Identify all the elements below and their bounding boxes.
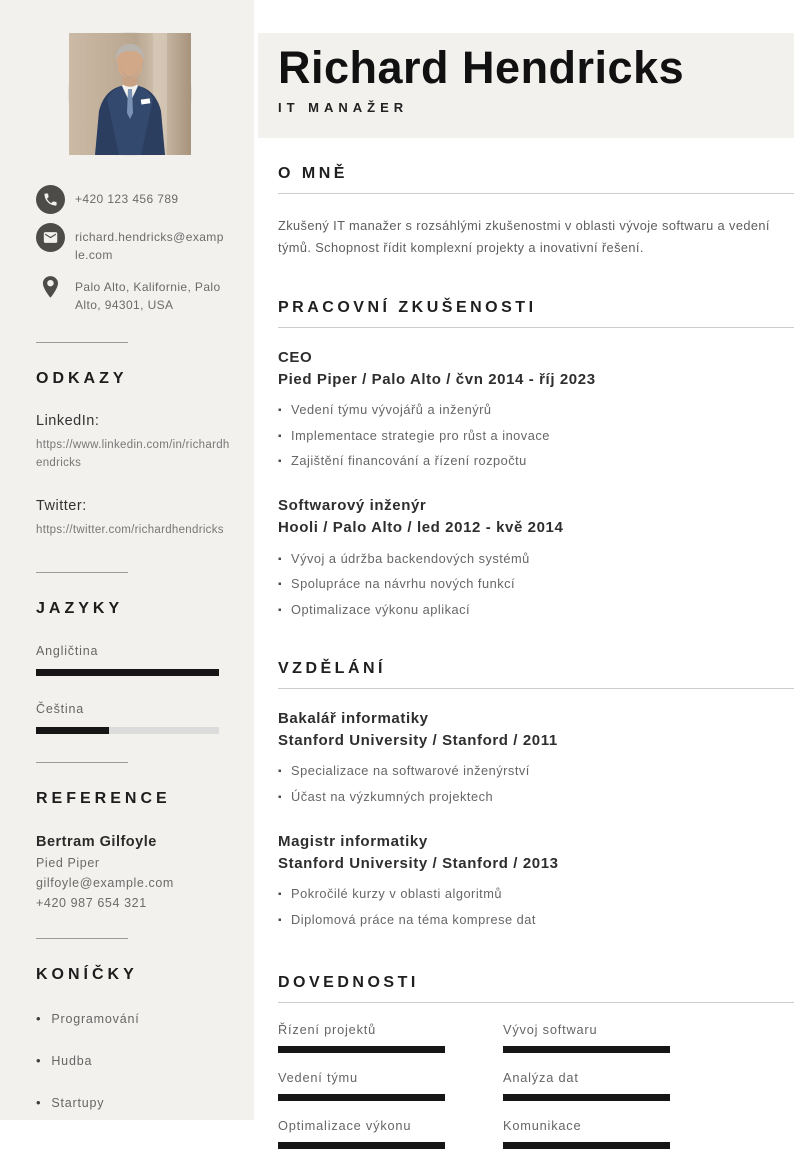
experience-section <box>278 299 794 617</box>
phone-icon <box>36 185 65 214</box>
link-item-linkedin <box>36 413 230 473</box>
skill-level-track <box>278 1094 445 1101</box>
person-job-title: IT MANAŽER <box>278 99 409 115</box>
skills-grid <box>278 1022 794 1149</box>
skill-name: Vývoj softwaru <box>503 1021 598 1037</box>
language-level-track <box>36 727 219 734</box>
skill-item <box>278 1070 445 1101</box>
hobbies-section-title: KONÍČKY <box>36 966 138 984</box>
skill-item <box>503 1118 670 1149</box>
skill-name: Analýza dat <box>503 1069 579 1085</box>
job-role: CEO <box>278 348 313 366</box>
skill-name: Komunikace <box>503 1117 582 1133</box>
linkedin-label: LinkedIn: <box>36 413 100 429</box>
education-entry <box>278 831 794 927</box>
email-icon <box>36 223 65 252</box>
job-meta: Pied Piper / Palo Alto / čvn 2014 - říj 2023 <box>278 370 596 388</box>
skill-level-bar <box>503 1094 670 1101</box>
sidebar-divider <box>36 342 128 343</box>
contact-phone-row <box>36 185 224 214</box>
language-item <box>36 702 224 734</box>
language-item <box>36 644 224 676</box>
skill-name: Řízení projektů <box>278 1021 377 1037</box>
hobby-item: • Hudba <box>36 1053 224 1068</box>
job-bullet: ▪ Optimalizace výkonu aplikací <box>278 602 794 617</box>
about-section-title: O MNĚ <box>278 165 794 194</box>
contact-location: Palo Alto, Kalifornie, Palo Alto, 94301, USA <box>75 280 221 312</box>
skill-level-bar <box>278 1142 445 1149</box>
hobby-item: • Startupy <box>36 1095 224 1110</box>
profile-photo <box>69 33 191 155</box>
skills-section <box>278 974 794 1149</box>
job-bullet: ▪ Zajištění financování a řízení rozpočtu <box>278 453 794 468</box>
skill-level-track <box>503 1046 670 1053</box>
name-banner <box>258 33 794 138</box>
skills-section-title: DOVEDNOSTI <box>278 974 794 1003</box>
job-bullet: ▪ Implementace strategie pro růst a inovace <box>278 428 794 443</box>
contact-phone: +420 123 456 789 <box>75 192 179 206</box>
sidebar-divider <box>36 572 128 573</box>
job-entry <box>278 347 794 469</box>
education-bullet: ▪ Pokročilé kurzy v oblasti algoritmů <box>278 886 794 901</box>
skill-item <box>278 1022 445 1053</box>
twitter-url[interactable]: https://twitter.com/richardhendricks <box>36 523 224 536</box>
references-section-title: REFERENCE <box>36 790 171 808</box>
sidebar <box>0 0 254 1120</box>
person-name: Richard Hendricks <box>278 42 685 93</box>
contact-email-row <box>36 223 224 264</box>
contact-location-row <box>36 273 224 314</box>
skill-level-track <box>503 1094 670 1101</box>
education-bullet: ▪ Účast na výzkumných projektech <box>278 789 794 804</box>
language-level-bar <box>36 727 109 734</box>
experience-section-title: PRACOVNÍ ZKUŠENOSTI <box>278 299 794 328</box>
education-bullet: ▪ Diplomová práce na téma komprese dat <box>278 912 794 927</box>
reference-company: Pied Piper <box>36 856 100 871</box>
skill-level-bar <box>503 1046 670 1053</box>
reference-item <box>36 834 224 910</box>
job-bullet: ▪ Spolupráce na návrhu nových funkcí <box>278 576 794 591</box>
twitter-label: Twitter: <box>36 497 87 514</box>
skill-item <box>278 1118 445 1149</box>
about-section <box>278 165 794 260</box>
skill-level-track <box>503 1142 670 1149</box>
link-item-twitter <box>36 498 224 539</box>
education-section <box>278 660 794 927</box>
education-meta: Stanford University / Stanford / 2011 <box>278 731 558 749</box>
reference-email: gilfoyle@example.com <box>36 876 174 891</box>
education-degree: Bakalář informatiky <box>278 709 429 727</box>
education-degree: Magistr informatiky <box>278 832 428 850</box>
skill-name: Vedení týmu <box>278 1069 358 1085</box>
job-bullet: ▪ Vedení týmu vývojářů a inženýrů <box>278 402 794 417</box>
skill-level-bar <box>278 1094 445 1101</box>
skill-level-track <box>278 1046 445 1053</box>
sidebar-divider <box>36 762 128 763</box>
language-name: Angličtina <box>36 644 99 659</box>
skill-level-track <box>278 1142 445 1149</box>
education-bullets <box>278 886 794 927</box>
skill-item <box>503 1070 670 1101</box>
job-meta: Hooli / Palo Alto / led 2012 - kvě 2014 <box>278 519 564 537</box>
reference-name: Bertram Gilfoyle <box>36 834 157 851</box>
main-column <box>254 0 794 1133</box>
education-bullet: ▪ Specializace na softwarové inženýrství <box>278 763 794 778</box>
job-entry <box>278 495 794 617</box>
education-bullets <box>278 763 794 804</box>
contact-email: richard.hendricks@example.com <box>75 230 224 262</box>
job-role: Softwarový inženýr <box>278 497 427 515</box>
location-pin-icon <box>36 273 65 302</box>
skill-name: Optimalizace výkonu <box>278 1117 412 1133</box>
skill-level-bar <box>278 1046 445 1053</box>
linkedin-url[interactable]: https://www.linkedin.com/in/richardhendricks <box>36 439 230 470</box>
education-section-title: VZDĚLÁNÍ <box>278 660 794 689</box>
sidebar-divider <box>36 938 128 939</box>
hobby-item: • Programování <box>36 1011 224 1026</box>
education-meta: Stanford University / Stanford / 2013 <box>278 854 559 872</box>
hobby-list <box>36 1011 224 1110</box>
job-bullets <box>278 551 794 617</box>
languages-section-title: JAZYKY <box>36 600 124 618</box>
skill-item <box>503 1022 670 1053</box>
education-entry <box>278 708 794 804</box>
job-bullets <box>278 402 794 468</box>
language-level-track <box>36 669 219 676</box>
profile-photo-image <box>69 33 191 155</box>
language-name: Čeština <box>36 702 84 717</box>
about-text: Zkušený IT manažer s rozsáhlými zkušenostmi v oblasti vývoje softwaru a vedení týmů. Schopnost řídit komplexní projekty a inovativní řešení. <box>278 218 770 256</box>
job-bullet: ▪ Vývoj a údržba backendových systémů <box>278 551 794 566</box>
links-section-title: ODKAZY <box>36 370 128 387</box>
reference-phone: +420 987 654 321 <box>36 896 147 911</box>
language-level-bar <box>36 669 219 676</box>
skill-level-bar <box>503 1142 670 1149</box>
main-content <box>254 165 794 1149</box>
contact-list <box>36 185 224 314</box>
